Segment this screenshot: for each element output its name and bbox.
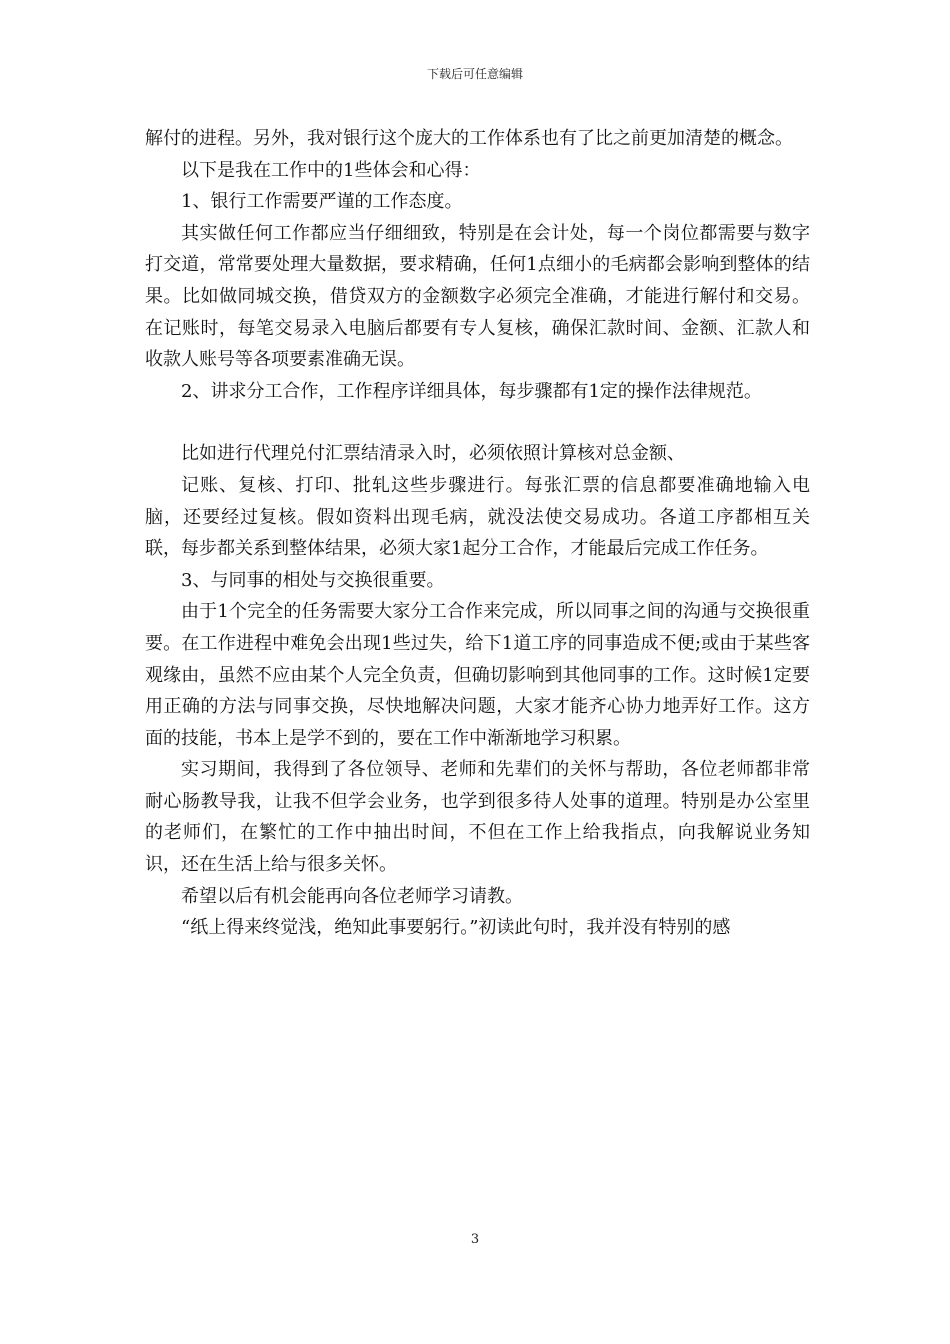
paragraph-thanks: 实习期间，我得到了各位领导、老师和先辈们的关怀与帮助，各位老师都非常耐心肠教导我，让我不但学会业务，也学到很多待人处事的道理。特别是办公室里的老师们，在繁忙的工作中抽出时间，不但在工作上给我指点，向我解说业务知识，还在生活上给与很多关怀。 [145,759,810,876]
paragraph-intro: 以下是我在工作中的1些体会和心得： [181,159,481,181]
paragraph-section-1: 其实做任何工作都应当仔细细致，特别是在会计处，每一个岗位都需要与数字打交道，常常要处理大量数据，要求精确，任何1点细小的毛病都会影响到整体的结果。比如做同城交换，借贷双方的金额数字必须完全准确，才能进行解付和交易。在记账时，每笔交易录入电脑后都要有专人复核，确保汇款时间、金额、汇款人和收款人账号等各项要素准确无误。 [145,222,810,371]
document-body [145,123,810,944]
page-number: 3 [470,1232,480,1247]
section-heading-1: 1、银行工作需要严谨的工作态度。 [181,191,463,213]
paragraph-continuation: 解付的进程。另外，我对银行这个庞大的工作体系也有了比之前更加清楚的概念。 [145,128,793,149]
section-heading-3: 3、与同事的相处与交换很重要。 [181,569,445,591]
paragraph-section-2: 记账、复核、打印、批轧这些步骤进行。每张汇票的信息都要准确地输入电脑，还要经过复核。假如资料出现毛病，就没法使交易成功。各道工序都相互关联，每步都关系到整体结果，必须大家1起分工合作，才能最后完成工作任务。 [145,474,810,560]
paragraph-section-3: 由于1个完全的任务需要大家分工合作来完成，所以同事之间的沟通与交换很重要。在工作进程中难免会出现1些过失，给下1道工序的同事造成不便;或由于某些客观缘由，虽然不应由某个人完全负责，但确切影响到其他同事的工作。这时候1定要用正确的方法与同事交换，尽快地解决问题，大家才能齐心协力地弄好工作。这方面的技能，书本上是学不到的，要在工作中渐渐地学习积累。 [145,601,810,749]
section-heading-2: 2、讲求分工合作，工作程序详细具体，每步骤都有1定的操作法律规范。 [181,380,762,402]
paragraph-quote: “纸上得来终觉浅，绝知此事要躬行。”初读此句时，我并没有特别的感 [181,917,731,939]
paragraph-hope: 希望以后有机会能再向各位老师学习请教。 [181,885,523,907]
page-header: 下载后可任意编辑 [426,67,523,81]
paragraph-section-2-lead: 比如进行代理兑付汇票结清录入时，必须依照计算核对总金额、 [181,443,685,465]
